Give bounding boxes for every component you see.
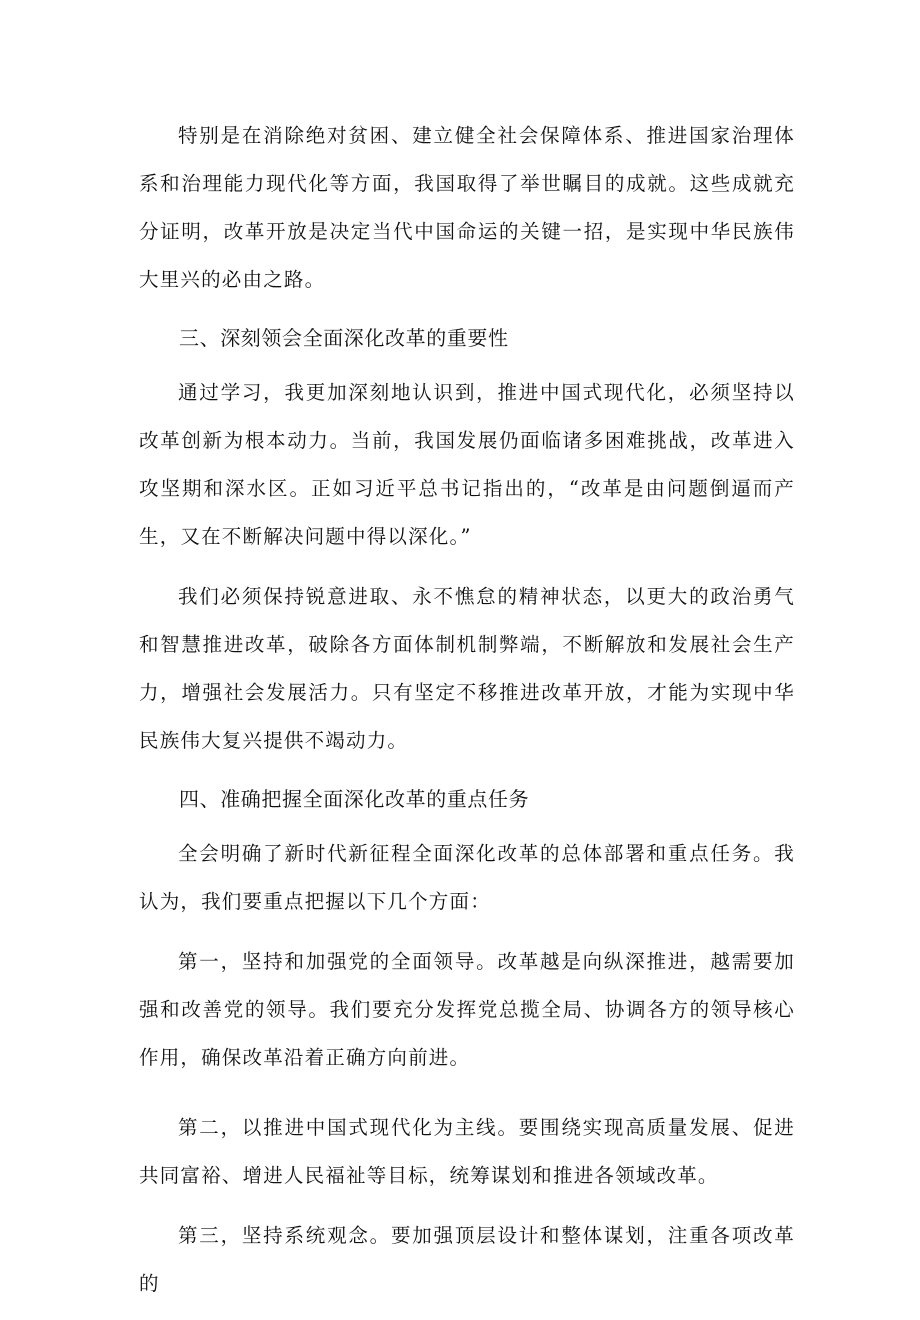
document-page <box>139 112 795 1320</box>
paragraph-spirit: 我们必须保持锐意进取、永不憔怠的精神状态，以更大的政治勇气和智慧推进改革，破除各方面体制机制弊端，不断解放和发展社会生产力，增强社会发展活力。只有坚定不移推进改革开放，才能为实现中华民族伟大复兴提供不竭动力。 <box>139 585 795 752</box>
section-heading-4: 四、准确把握全面深化改革的重点任务 <box>179 787 530 811</box>
paragraph-achievements: 特别是在消除绝对贫困、建立健全社会保障体系、推进国家治理体系和治理能力现代化等方面，我国取得了举世瞩目的成就。这些成就充分证明，改革开放是决定当代中国命运的关键一招，是实现中华民族伟大里兴的必由之路。 <box>139 124 795 291</box>
paragraph-point-1: 第一，坚持和加强党的全面领导。改革越是向纵深推进，越需要加强和改善党的领导。我们要充分发挥党总揽全局、协调各方的领导核心作用，确保改革沿着正确方向前进。 <box>139 950 795 1069</box>
paragraph-reform-importance: 通过学习，我更加深刻地认识到，推进中国式现代化，必须坚持以改革创新为根本动力。当前，我国发展仍面临诸多困难挑战，改革进入攻坚期和深水区。正如习近平总书记指出的，“改革是由问题倒逼而产生，又在不断解决问题中得以深化。” <box>139 381 795 548</box>
paragraph-point-2: 第二，以推进中国式现代化为主线。要围绕实现高质量发展、促进共同富裕、增进人民福祉等目标，统筹谋划和推进各领域改革。 <box>139 1116 795 1187</box>
section-heading-3: 三、深刻领会全面深化改革的重要性 <box>179 326 509 350</box>
paragraph-plenary: 全会明确了新时代新征程全面深化改革的总体部署和重点任务。我认为，我们要重点把握以下几个方面： <box>139 842 795 913</box>
paragraph-point-3: 第三，坚持系统观念。要加强顶层设计和整体谋划，注重各项改革的 <box>139 1224 795 1295</box>
